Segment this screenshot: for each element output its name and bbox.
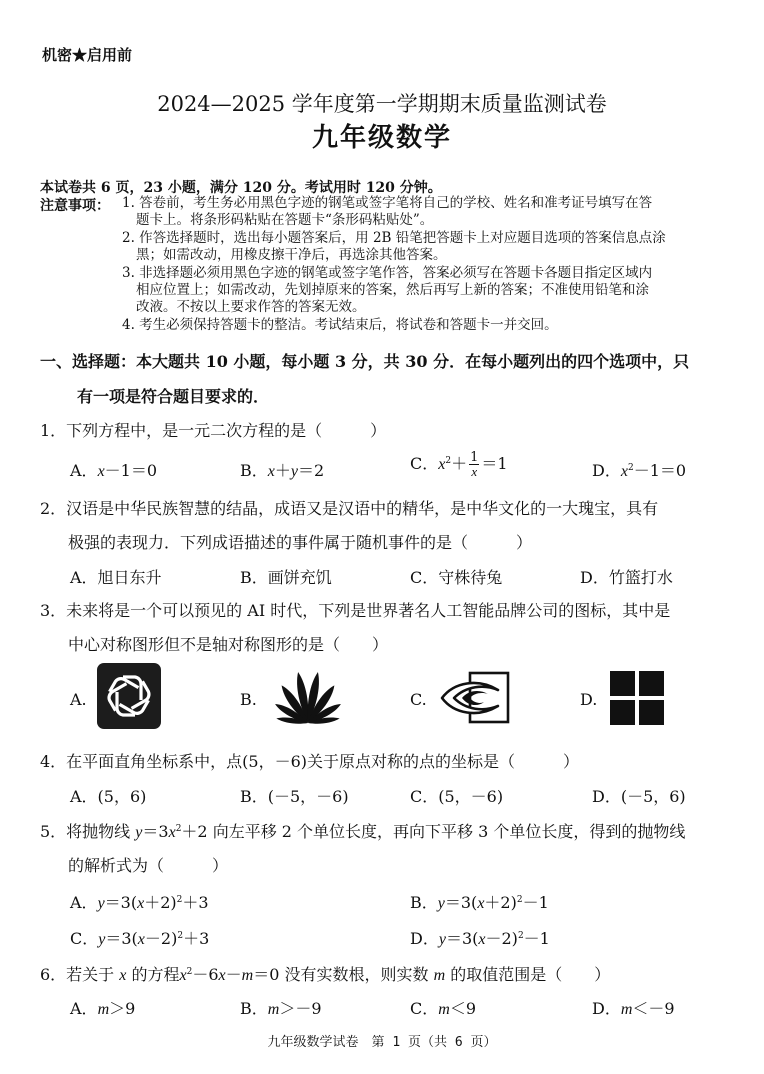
q3-label-c: C.: [410, 690, 427, 709]
q2-option-a: A．旭日东升: [70, 568, 162, 587]
confidential-mark: 机密★启用前: [42, 46, 133, 64]
notice-item-1-line-1: 1. 答卷前，考生务必用黑色字迹的钢笔或签字笔将自己的学校、姓名和准考证号填写在答: [122, 195, 653, 211]
q4-stem: 4．在平面直角坐标系中，点(5，－6)关于原点对称的点的坐标是（ ）: [40, 752, 580, 771]
q2-option-c: C．守株待兔: [410, 568, 503, 587]
subject-title: 九年级数学: [311, 123, 452, 153]
q2-stem-line-2: 极强的表现力．下列成语描述的事件属于随机事件的是（ ）: [68, 533, 533, 552]
notice-item-3-line-2: 相应位置上；如需改动，先划掉原来的答案，然后再写上新的答案；不准使用铅笔和涂: [136, 282, 649, 298]
exam-title: 2024—2025 学年度第一学期期末质量监测试卷: [157, 92, 607, 116]
q5-stem-line-1: 5．将抛物线 $y=3x^2+2$ 向左平移 2 个单位长度，再向下平移 3 个单位长度，得到的抛物线: [40, 822, 686, 841]
notice-item-3-line-3: 改液。不按以上要求作答的答案无效。: [136, 299, 366, 315]
q5-option-d: D．$y=3(x-2)^2-1$: [410, 929, 550, 948]
q5-option-a: A．$y=3(x+2)^2+3$: [70, 893, 209, 912]
q1-option-b: B．x＋y＝2: [240, 461, 325, 480]
notice-item-4-line-1: 4. 考生必须保持答题卡的整洁。考试结束后，将试卷和答题卡一并交回。: [122, 317, 558, 333]
q5-stem-line-2: 的解析式为（ ）: [68, 856, 229, 875]
q1-stem: 1．下列方程中，是一元二次方程的是（ ）: [40, 421, 387, 440]
q2-option-b: B．画饼充饥: [240, 568, 332, 587]
q4-option-c: C．(5，－6): [410, 787, 504, 806]
exam-summary: 本试卷共 6 页，23 小题，满分 120 分。考试用时 120 分钟。: [40, 180, 442, 196]
huawei-logo-icon: [268, 668, 348, 730]
q3-label-a: A.: [70, 690, 87, 709]
section-heading-line-2: 有一项是符合题目要求的．: [77, 387, 270, 406]
notice-item-3-line-1: 3. 非选择题必须用黑色字迹的钢笔或签字笔作答，答案必须写在答题卡各题目指定区域内: [122, 265, 653, 281]
page-footer: 九年级数学试卷 第 1 页（共 6 页）: [267, 1035, 497, 1050]
q5-option-b: B．$y=3(x+2)^2-1$: [410, 893, 549, 912]
q4-option-b: B．(－5，－6): [240, 787, 349, 806]
q6-option-d: D．m＜－9: [592, 999, 675, 1018]
q6-option-a: A．m＞9: [70, 999, 136, 1018]
q6-option-c: C．m＜9: [410, 999, 476, 1018]
q3-stem-line-1: 3．未来将是一个可以预见的 AI 时代，下列是世界著名人工智能品牌公司的图标，其中是: [40, 601, 671, 620]
section-heading-line-1: 一、选择题：本大题共 10 小题，每小题 3 分，共 30 分．在每小题列出的四个选项中，只: [40, 352, 690, 371]
q5-option-c: C．$y=3(x-2)^2+3$: [70, 929, 210, 948]
q1-option-d: D．$x^2-1=0$: [592, 461, 687, 480]
openai-logo-icon: [97, 663, 161, 733]
notice-label: 注意事项：: [40, 198, 110, 214]
q1-fraction: $\frac{1}{x}$: [470, 450, 479, 479]
notice-item-2-line-1: 2. 作答选择题时，选出每小题答案后，用 2B 铅笔把答题卡上对应题目选项的答案信息点涂: [122, 230, 666, 246]
q3-label-d: D.: [580, 690, 598, 709]
q2-option-d: D．竹篮打水: [580, 568, 673, 587]
notice-item-2-line-2: 黑；如需改动，用橡皮擦干净后，再选涂其他答案。: [136, 247, 447, 263]
q1-option-a: A．x－1＝0: [70, 461, 158, 480]
q6-option-b: B．m＞－9: [240, 999, 322, 1018]
notice-item-1-line-2: 题卡上。将条形码粘贴在答题卡“条形码粘贴处”。: [136, 212, 434, 228]
q6-stem: 6．若关于 x 的方程$x^2-6x-m=0$ 没有实数根，则实数 m 的取值范围是（ ）: [40, 965, 611, 984]
q4-option-a: A．(5，6): [70, 787, 147, 806]
nvidia-logo-icon: [440, 670, 512, 730]
q2-stem-line-1: 2．汉语是中华民族智慧的结晶，成语又是汉语中的精华，是中华文化的一大瑰宝，具有: [40, 499, 659, 518]
q3-label-b: B.: [240, 690, 257, 709]
q4-option-d: D．(－5，6): [592, 787, 686, 806]
microsoft-logo-icon: [610, 671, 664, 729]
q1-option-c: C．$x^2+$ $\frac{1}{x}$ ＝1: [410, 450, 508, 479]
q3-stem-line-2: 中心对称图形但不是轴对称图形的是（ ）: [68, 635, 389, 654]
